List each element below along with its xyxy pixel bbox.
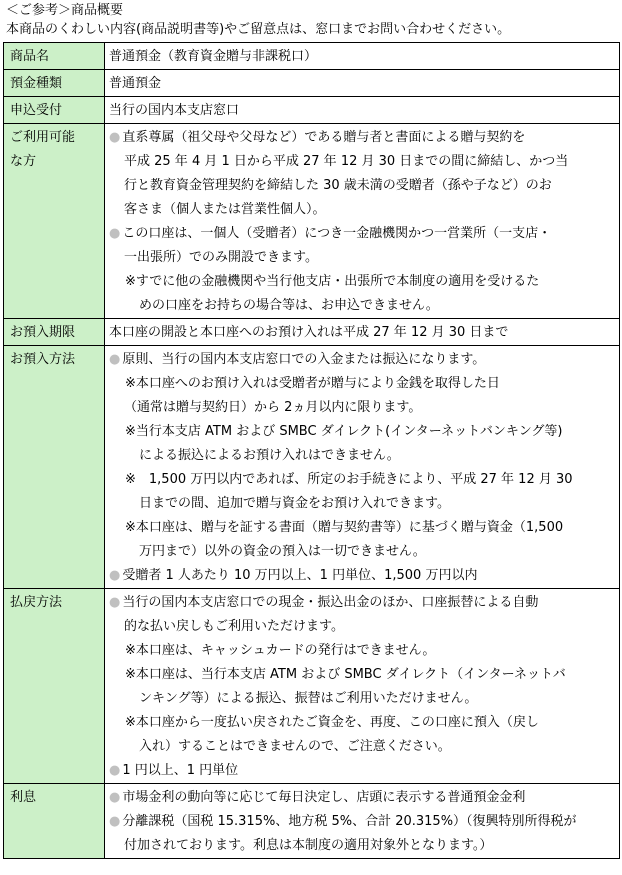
label-withdrawal: 払戻方法	[4, 589, 105, 784]
bullet-icon: ●	[109, 763, 121, 778]
bullet-icon: ●	[109, 790, 121, 805]
interest-bullet1: 市場金利の動向等に応じて毎日決定し、店頭に表示する普通預金金利	[122, 790, 526, 805]
label-period: お預入期限	[4, 319, 105, 346]
bullet-icon: ●	[109, 130, 121, 145]
value-method	[105, 346, 620, 589]
withdrawal-bullet1-line2: 的な払い戻しもご利用いただけます。	[124, 619, 344, 634]
method-note3-line1: ※ 1,500 万円以内であれば、所定のお手続きにより、平成 27 年 12 月 30	[125, 472, 573, 487]
label-product-name: 商品名	[4, 43, 105, 70]
value-withdrawal	[105, 589, 620, 784]
row-interest	[4, 784, 620, 859]
label-eligible	[4, 124, 105, 319]
withdrawal-note1: ※本口座は、キャッシュカードの発行はできません。	[125, 643, 436, 658]
eligible-note1-line2: めの口座をお持ちの場合等は、お申込できません。	[139, 298, 439, 313]
label-eligible-line1: ご利用可能	[10, 130, 76, 145]
row-withdrawal	[4, 589, 620, 784]
label-method: お預入方法	[4, 346, 105, 589]
value-eligible	[105, 124, 620, 319]
method-note4-line1: ※本口座は、贈与を証する書面（贈与契約書等）に基づく贈与資金（1,500	[125, 520, 564, 535]
withdrawal-note3-line2: 入れ）することはできませんので、ご注意ください。	[139, 739, 451, 754]
method-note1-line2: （通常は贈与契約日）から 2ヵ月以内に限ります。	[124, 400, 422, 415]
method-note4-line2: 万円まで）以外の資金の預入は一切できません。	[139, 544, 426, 559]
row-eligible	[4, 124, 620, 319]
withdrawal-note2-line1: ※本口座は、当行本支店 ATM および SMBC ダイレクト（インターネットバ	[125, 667, 566, 682]
eligible-bullet2-line2: 一出張所）でのみ開設できます。	[124, 250, 318, 265]
eligible-bullet1-line2: 平成 25 年 4 月 1 日から平成 27 年 12 月 30 日までの間に締結し、かつ当	[124, 154, 569, 169]
bullet-icon: ●	[109, 352, 121, 367]
row-product-name	[4, 43, 620, 70]
row-method	[4, 346, 620, 589]
method-note1-line1: ※本口座へのお預け入れは受贈者が贈与により金銭を取得した日	[125, 376, 500, 391]
withdrawal-bullet1-line1: 当行の国内本支店窓口での現金・振込出金のほか、口座振替による自動	[122, 595, 539, 610]
withdrawal-note3-line1: ※本口座から一度払い戻されたご資金を、再度、この口座に預入（戻し	[125, 715, 539, 730]
row-application	[4, 97, 620, 124]
row-period	[4, 319, 620, 346]
bullet-icon: ●	[109, 568, 121, 583]
page-title: ＜ご参考＞商品概要	[6, 3, 124, 18]
eligible-bullet1-line3: 行と教育資金管理契約を締結した 30 歳未満の受贈者（孫や子など）のお	[124, 178, 552, 193]
eligible-bullet2-line1: この口座は、一個人（受贈者）につき一金融機関かつ一営業所（一支店・	[122, 226, 552, 241]
bullet-icon: ●	[109, 226, 121, 241]
row-deposit-type	[4, 70, 620, 97]
method-note3-line2: 日までの間、追加で贈与資金をお預け入れできます。	[139, 496, 450, 511]
withdrawal-note2-line2: ンキング等）による振込、振替はご利用いただけません。	[139, 691, 478, 706]
label-deposit-type: 預金種類	[4, 70, 105, 97]
method-bullet2: 受贈者 1 人あたり 10 万円以上、1 円単位、1,500 万円以内	[122, 568, 478, 583]
value-product-name: 普通預金（教育資金贈与非課税口）	[105, 43, 620, 70]
label-eligible-line2: な方	[10, 154, 37, 169]
interest-bullet2-line2: 付加されております。利息は本制度の適用対象外となります。）	[124, 838, 493, 853]
value-period: 本口座の開設と本口座へのお預け入れは平成 27 年 12 月 30 日まで	[105, 319, 620, 346]
eligible-bullet1-line4: 客さま（個人または営業性個人）。	[124, 202, 326, 217]
method-note2-line2: による振込によるお預け入れはできません。	[139, 448, 400, 463]
label-application: 申込受付	[4, 97, 105, 124]
eligible-note1-line1: ※すでに他の金融機関や当行他支店・出張所で本制度の適用を受けるた	[125, 274, 540, 289]
eligible-bullet1-line1: 直系尊属（祖父母や父母など）である贈与者と書面による贈与契約を	[122, 130, 526, 145]
withdrawal-bullet2: 1 円以上、1 円単位	[122, 763, 239, 778]
bullet-icon: ●	[109, 814, 121, 829]
product-summary-table	[3, 42, 620, 859]
value-application: 当行の国内本支店窓口	[105, 97, 620, 124]
label-interest: 利息	[4, 784, 105, 859]
value-deposit-type: 普通預金	[105, 70, 620, 97]
page-subtitle: 本商品のくわしい内容(商品説明書等)やご留意点は、窓口までお問い合わせください。	[6, 22, 511, 37]
bullet-icon: ●	[109, 595, 121, 610]
value-interest	[105, 784, 620, 859]
interest-bullet2-line1: 分離課税（国税 15.315%、地方税 5%、合計 20.315%）（復興特別所得税が	[122, 814, 577, 829]
method-bullet1: 原則、当行の国内本支店窓口での入金または振込になります。	[122, 352, 486, 367]
method-note2-line1: ※当行本支店 ATM および SMBC ダイレクト(インターネットバンキング等)	[125, 424, 563, 439]
